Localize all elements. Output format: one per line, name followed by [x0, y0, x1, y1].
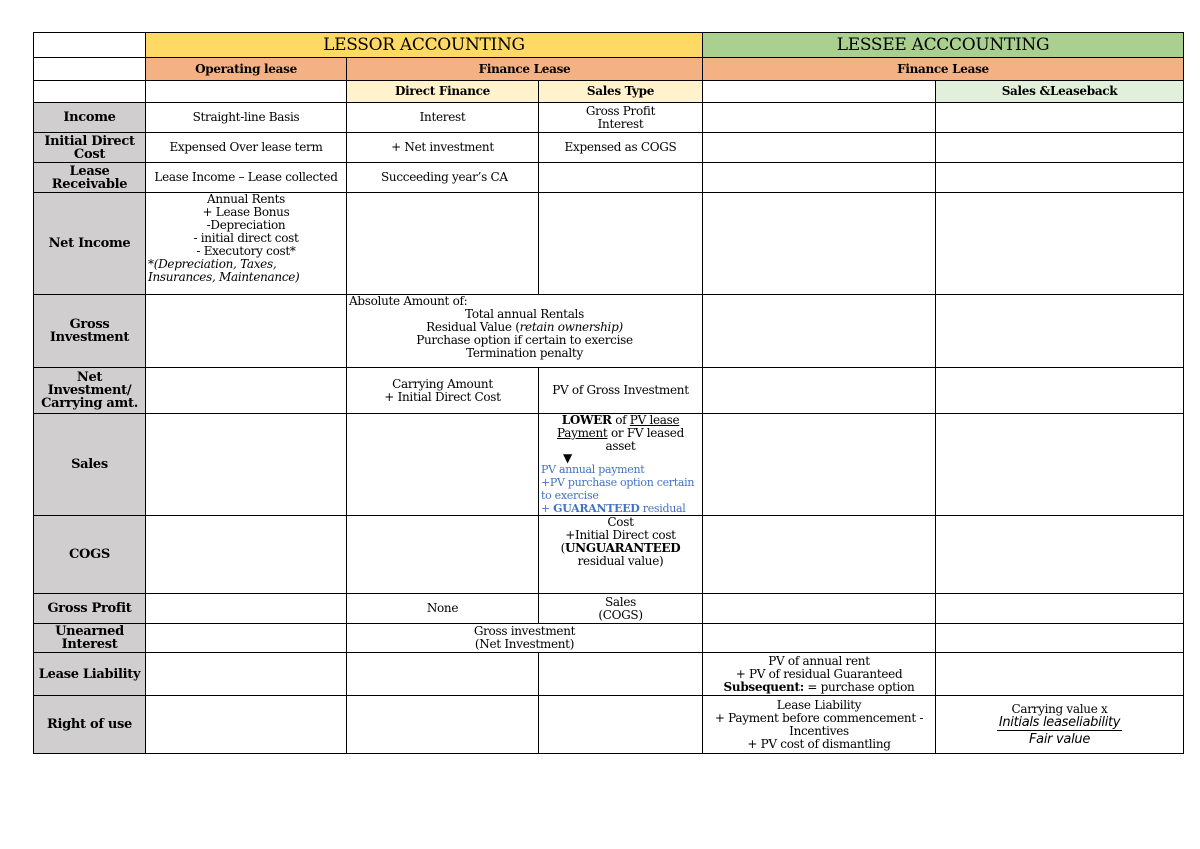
row-label-lease-liability: Lease Liability — [34, 653, 146, 696]
label-line: Net — [76, 370, 103, 385]
gross-investment-finance-cell — [347, 295, 703, 368]
sales-lower: LOWER — [561, 413, 612, 427]
blank-cell — [539, 653, 703, 696]
blank-cell — [146, 594, 347, 624]
sales-blue-line: PV annual payment — [541, 463, 645, 476]
lease-accounting-table — [33, 32, 1184, 754]
lessee-finance-lease-header: Finance Lease — [703, 58, 1184, 81]
label-line: Investment — [49, 330, 130, 345]
row-label-income: Income — [34, 103, 146, 133]
label-line: Initial Direct — [44, 133, 135, 149]
blank-cell — [347, 653, 539, 696]
label-line: Unearned — [55, 624, 124, 639]
row-label-right-of-use: Right of use — [34, 696, 146, 754]
blank-cell — [146, 516, 347, 594]
net-income-line: -Depreciation — [206, 218, 286, 232]
gross-profit-sales-cell — [539, 594, 703, 624]
blank-cell — [703, 295, 936, 368]
net-investment-direct-cell — [347, 368, 539, 414]
income-sales-line: Interest — [597, 116, 644, 131]
row-label-cogs: COGS — [34, 516, 146, 594]
blank-cell — [936, 133, 1184, 163]
sales-leaseback-header: Sales &Leaseback — [936, 81, 1184, 103]
gross-profit-line: (COGS) — [598, 607, 643, 622]
sales-sales-type-cell — [539, 414, 703, 516]
blank-cell — [146, 624, 347, 653]
unearned-interest-line: Gross investment — [473, 624, 576, 638]
gross-investment-line: Termination penalty — [466, 346, 583, 360]
blank-cell — [703, 516, 936, 594]
lessee-accounting-header: LESSEE ACCCOUNTING — [703, 33, 1184, 58]
sales-blue-line — [541, 502, 700, 515]
blank-cell — [703, 624, 936, 653]
label-line: Investment/ — [47, 383, 132, 398]
row-label-sales: Sales — [34, 414, 146, 516]
sales-blue-line: +PV purchase option certain — [541, 476, 695, 489]
row-label-unearned-interest — [34, 624, 146, 653]
sales-of: of — [611, 413, 630, 427]
blank-cell — [703, 414, 936, 516]
lease-liability-rest: = purchase option — [803, 679, 915, 694]
row-label-gross-profit: Gross Profit — [34, 594, 146, 624]
right-of-use-slb-cell — [936, 696, 1184, 754]
income-direct-cell: Interest — [347, 103, 539, 133]
idc-operating-cell: Expensed Over lease term — [146, 133, 347, 163]
blank-cell — [347, 516, 539, 594]
sales-blue-text: + — [541, 502, 554, 515]
net-income-operating-cell — [146, 193, 347, 295]
net-income-line: - Executory cost* — [196, 244, 296, 258]
blank-cell — [347, 696, 539, 754]
cogs-line: +Initial Direct cost — [565, 528, 676, 542]
cogs-sales-type-cell — [539, 516, 703, 594]
blank-cell — [936, 103, 1184, 133]
gross-investment-line: Purchase option if certain to exercise — [416, 333, 633, 347]
gross-investment-italic: retain ownership) — [519, 320, 623, 334]
income-sales-line: Gross Profit — [585, 103, 656, 118]
direct-finance-header: Direct Finance — [347, 81, 539, 103]
net-income-line: - initial direct cost — [193, 231, 299, 245]
sales-payment: Payment — [557, 426, 608, 440]
cogs-line: residual value) — [577, 554, 664, 568]
row-label-lease-receivable — [34, 163, 146, 193]
blank-cell — [936, 163, 1184, 193]
right-of-use-line: + Payment before commencement - — [714, 710, 924, 725]
blank-cell — [703, 133, 936, 163]
row-label-initial-direct-cost — [34, 133, 146, 163]
gross-profit-direct-cell: None — [347, 594, 539, 624]
label-line: Receivable — [51, 176, 128, 192]
gross-investment-line: Total annual Rentals — [465, 307, 584, 321]
net-investment-line: Carrying Amount — [392, 376, 493, 391]
lease-liability-line — [705, 681, 933, 694]
sales-or-fv: or FV leased — [607, 426, 684, 440]
gross-investment-intro: Absolute Amount of: — [349, 294, 468, 308]
lease-liability-line: + PV of residual Guaranteed — [735, 666, 903, 681]
unearned-interest-finance-cell — [347, 624, 703, 653]
label-line: Carrying amt. — [41, 396, 138, 411]
net-income-note: *(Depreciation, Taxes, — [148, 257, 277, 271]
blank-cell — [539, 696, 703, 754]
sales-blue-line: to exercise — [541, 489, 599, 502]
row-label-net-investment — [34, 368, 146, 414]
idc-sales-cell: Expensed as COGS — [539, 133, 703, 163]
net-income-line: Annual Rents — [207, 192, 285, 206]
blank-cell — [347, 414, 539, 516]
blank-cell — [539, 193, 703, 295]
blank-cell — [936, 653, 1184, 696]
lease-liability-lessee-cell — [703, 653, 936, 696]
blank-cell — [936, 193, 1184, 295]
right-of-use-line: Lease Liability — [776, 697, 862, 712]
lease-receivable-direct-cell: Succeeding year’s CA — [347, 163, 539, 193]
lease-receivable-operating-cell: Lease Income – Lease collected — [146, 163, 347, 193]
label-line: Lease — [69, 163, 110, 179]
income-operating-cell: Straight-line Basis — [146, 103, 347, 133]
row-label-gross-investment — [34, 295, 146, 368]
blank-cell — [936, 368, 1184, 414]
right-of-use-numerator: Initials leaseliability — [998, 715, 1121, 730]
right-of-use-line: + PV cost of dismantling — [747, 736, 891, 751]
blank-cell — [703, 594, 936, 624]
unearned-interest-line: (Net Investment) — [474, 637, 575, 651]
lease-liability-subsequent: Subsequent: — [723, 679, 804, 694]
blank-cell — [936, 624, 1184, 653]
net-income-note: Insurances, Maintenance) — [148, 270, 300, 284]
blank-cell — [703, 163, 936, 193]
lease-liability-line: PV of annual rent — [768, 653, 870, 668]
blank-cell — [936, 594, 1184, 624]
blank-cell — [34, 58, 146, 81]
label-line: Cost — [73, 146, 106, 162]
corner-cell — [34, 33, 146, 58]
label-line: Gross — [69, 317, 110, 332]
cogs-paren: ( — [560, 541, 566, 555]
blank-cell — [703, 81, 936, 103]
blank-cell — [146, 414, 347, 516]
blank-cell — [703, 368, 936, 414]
blank-cell — [146, 81, 347, 103]
sales-pv-lease: PV lease — [629, 413, 680, 427]
lessor-finance-lease-header: Finance Lease — [347, 58, 703, 81]
lessor-accounting-header: LESSOR ACCOUNTING — [146, 33, 703, 58]
blank-cell — [146, 295, 347, 368]
down-arrow-icon: ▼ — [563, 451, 572, 465]
blank-cell — [146, 653, 347, 696]
income-sales-cell — [539, 103, 703, 133]
sales-line: asset — [605, 439, 636, 453]
blank-cell — [703, 103, 936, 133]
blank-cell — [34, 81, 146, 103]
blank-cell — [539, 163, 703, 193]
right-of-use-slb-line: Carrying value x — [1011, 702, 1108, 716]
right-of-use-denominator: Fair value — [1028, 732, 1091, 747]
right-of-use-line: Incentives — [789, 723, 849, 738]
gross-profit-line: Sales — [605, 594, 636, 609]
blank-cell — [936, 516, 1184, 594]
net-income-line: + Lease Bonus — [202, 205, 290, 219]
label-line: Interest — [61, 637, 118, 652]
blank-cell — [146, 368, 347, 414]
blank-cell — [936, 414, 1184, 516]
blank-cell — [347, 193, 539, 295]
cogs-line: Cost — [607, 515, 634, 529]
sales-type-header: Sales Type — [539, 81, 703, 103]
blank-cell — [146, 696, 347, 754]
net-investment-line: + Initial Direct Cost — [384, 389, 501, 404]
sales-guaranteed: GUARANTEED — [553, 502, 640, 515]
gross-investment-text: Residual Value ( — [426, 320, 520, 334]
blank-cell — [703, 193, 936, 295]
idc-direct-cell: + Net investment — [347, 133, 539, 163]
blank-cell — [936, 295, 1184, 368]
cogs-unguaranteed: UNGUARANTEED — [565, 541, 681, 555]
sales-blue-text: residual — [639, 502, 686, 515]
net-investment-sales-cell: PV of Gross Investment — [539, 368, 703, 414]
operating-lease-header: Operating lease — [146, 58, 347, 81]
right-of-use-lessee-cell — [703, 696, 936, 754]
row-label-net-income: Net Income — [34, 193, 146, 295]
